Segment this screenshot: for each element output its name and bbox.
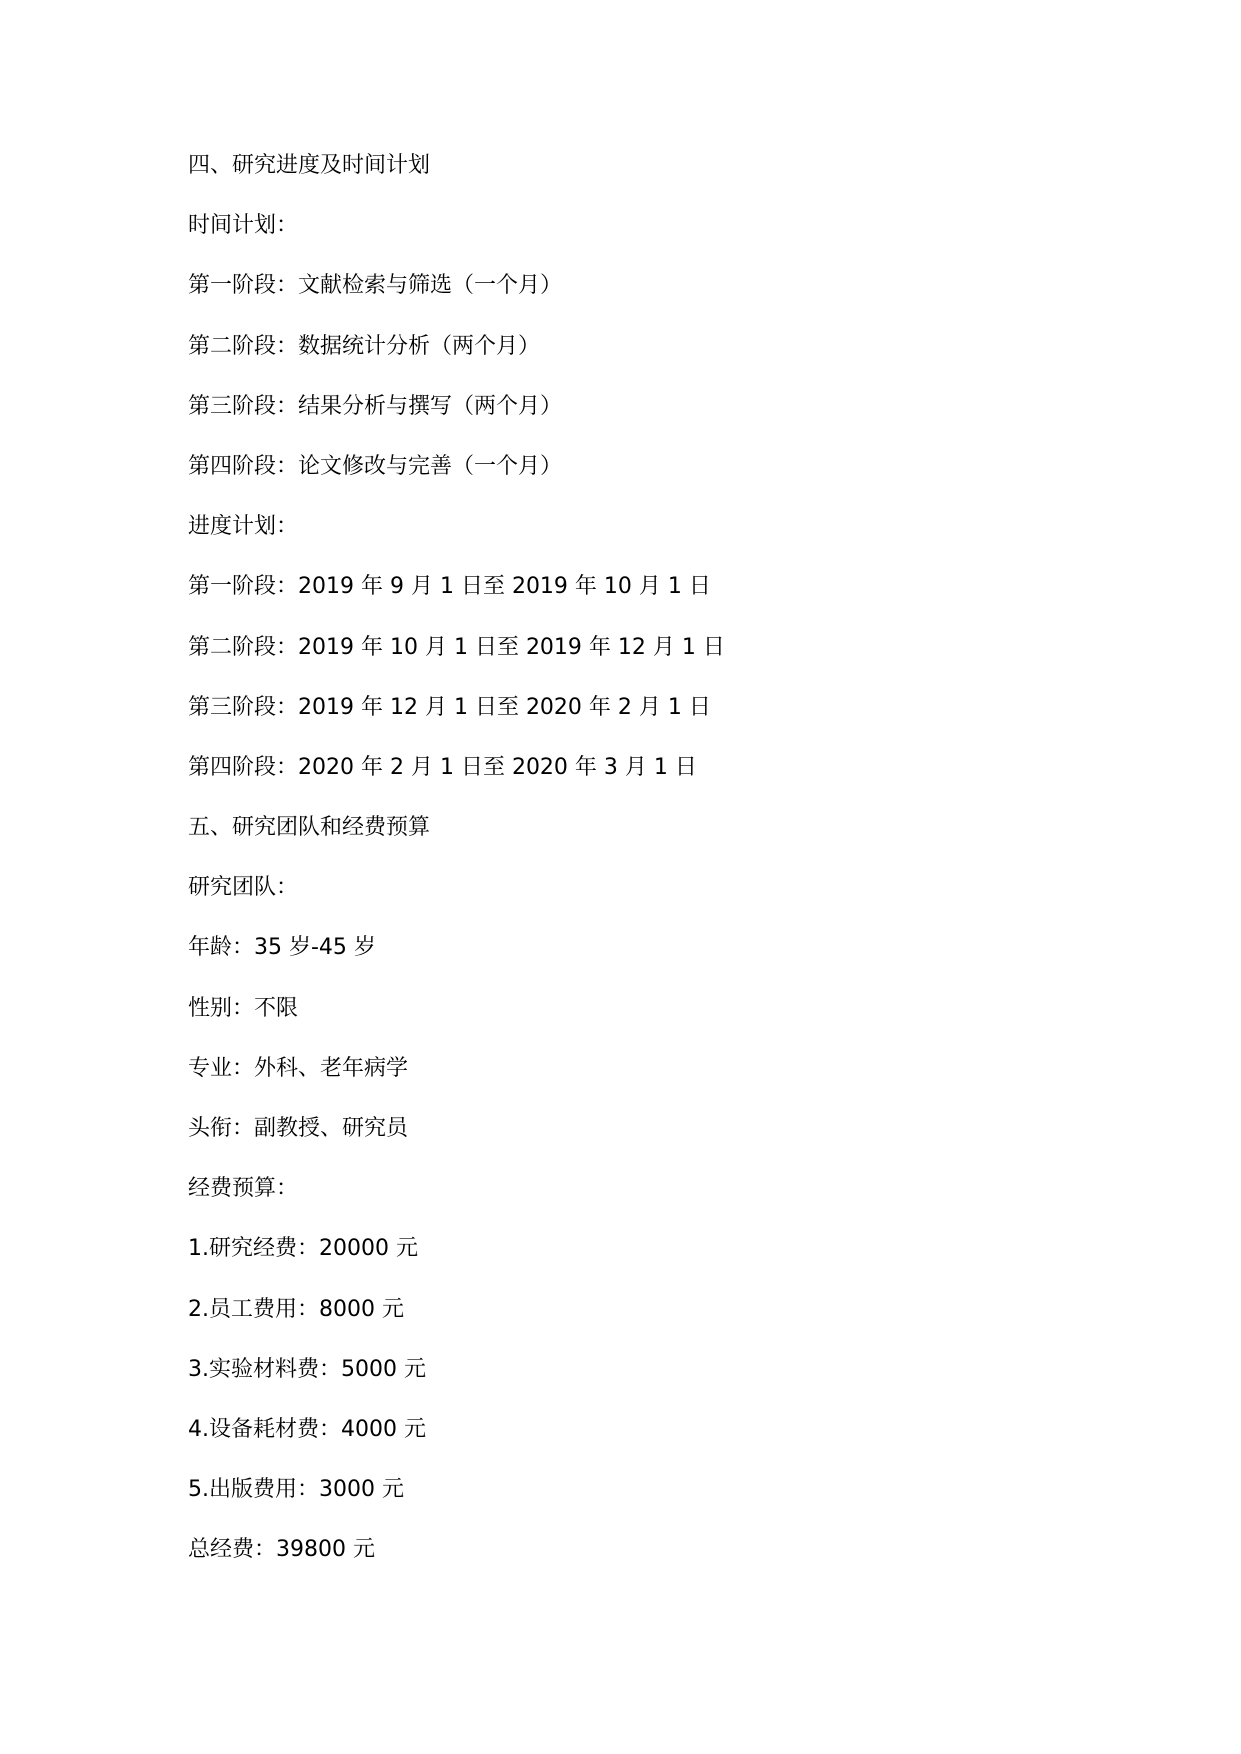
section-heading-schedule: 四、研究进度及时间计划 bbox=[188, 153, 431, 178]
progress-plan-item: 第四阶段：2020 年 2 月 1 日至 2020 年 3 月 1 日 bbox=[188, 754, 697, 780]
progress-plan-item: 第二阶段：2019 年 10 月 1 日至 2019 年 12 月 1 日 bbox=[188, 634, 725, 660]
budget-item: 2.员工费用：8000 元 bbox=[188, 1296, 404, 1322]
team-item: 专业：外科、老年病学 bbox=[188, 1055, 409, 1081]
budget-total: 总经费：39800 元 bbox=[188, 1537, 375, 1563]
budget-item: 3.实验材料费：5000 元 bbox=[188, 1356, 426, 1382]
team-item: 性别：不限 bbox=[188, 995, 299, 1021]
section-heading-team-budget: 五、研究团队和经费预算 bbox=[188, 815, 431, 841]
team-item: 年龄：35 岁-45 岁 bbox=[188, 935, 376, 961]
document-content bbox=[188, 152, 1088, 1597]
time-plan-item: 第四阶段：论文修改与完善（一个月） bbox=[188, 453, 563, 479]
budget-item: 5.出版费用：3000 元 bbox=[188, 1477, 404, 1503]
team-label: 研究团队： bbox=[188, 875, 299, 901]
progress-plan-item: 第三阶段：2019 年 12 月 1 日至 2020 年 2 月 1 日 bbox=[188, 694, 711, 720]
budget-item: 4.设备耗材费：4000 元 bbox=[188, 1416, 426, 1442]
time-plan-item: 第一阶段：文献检索与筛选（一个月） bbox=[188, 273, 563, 299]
progress-plan-item: 第一阶段：2019 年 9 月 1 日至 2019 年 10 月 1 日 bbox=[188, 574, 711, 600]
budget-item: 1.研究经费：20000 元 bbox=[188, 1236, 418, 1262]
progress-plan-label: 进度计划： bbox=[188, 514, 299, 540]
budget-label: 经费预算： bbox=[188, 1176, 299, 1202]
time-plan-item: 第二阶段：数据统计分析（两个月） bbox=[188, 333, 541, 359]
time-plan-item: 第三阶段：结果分析与撰写（两个月） bbox=[188, 393, 563, 419]
team-item: 头衔：副教授、研究员 bbox=[188, 1116, 409, 1141]
time-plan-label: 时间计划： bbox=[188, 213, 299, 239]
